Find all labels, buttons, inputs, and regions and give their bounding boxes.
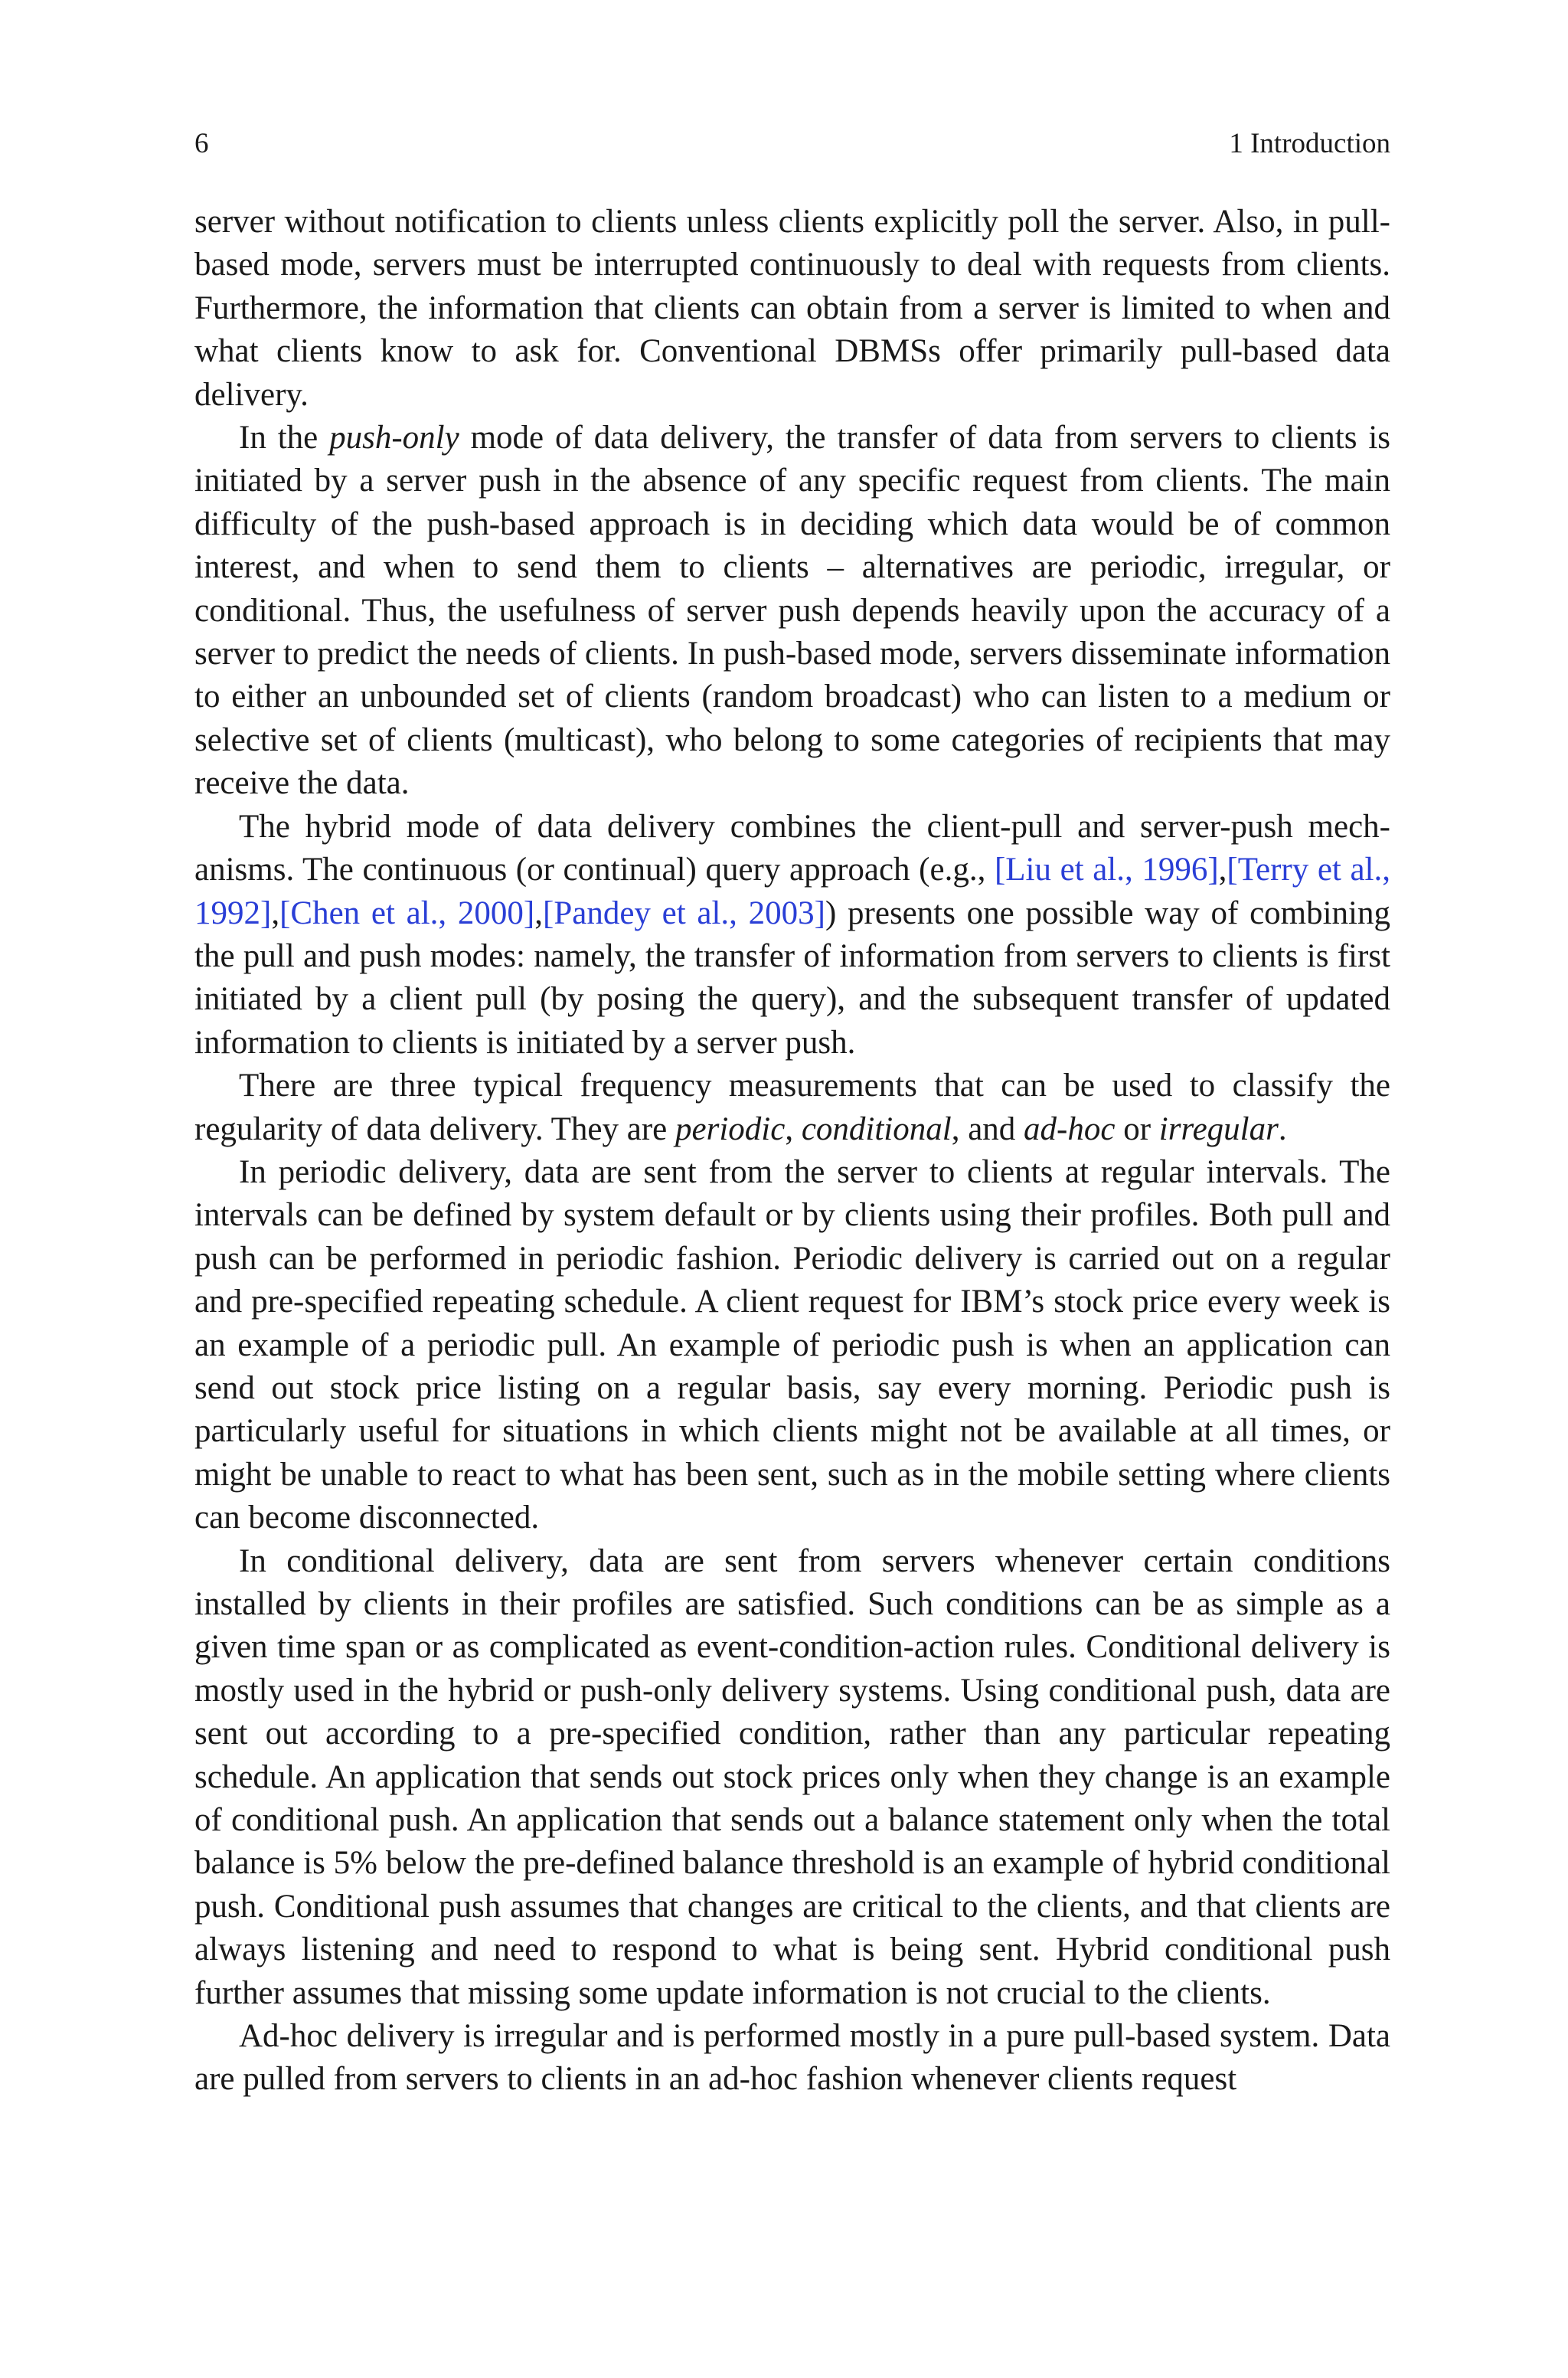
paragraph-hybrid-mode bbox=[194, 806, 1390, 1065]
paragraph-text: In conditional delivery, data are sent from servers whenever certain conditions installed by clients in their profiles are satisfied. Such conditions can be as simple as a given time span or as complicated as event-condition-action rules. Conditional delivery is mostly used in the hybrid or push-only delivery systems. Using conditional push, data are sent out according to a pre-specified condition, rather than any particular repeating schedule. An application that sends out stock prices only when they change is an example of conditional push. An application that sends out a balance statement only when the total balance is 5% below the pre-defined balance threshold is an example of hybrid conditional push. Conditional push assumes that changes are critical to the clients, and that clients are always listening and need to respond to what is being sent. Hybrid conditional push further assumes that missing some update information is not crucial to the clients. bbox=[194, 1542, 1390, 2011]
emphasis-ad-hoc: ad-hoc bbox=[1024, 1110, 1116, 1147]
paragraph-text: mode of data delivery, the transfer of data from servers to clients is initiated by a server push in the absence of any specific request from clients. The main difficulty of the push-based approach is in deciding which data would be of common interest, and when to send them to clients – alternatives are periodic, irregular, or conditional. Thus, the usefulness of server push depends heavily upon the accuracy of a server to predict the needs of clients. In push-based mode, servers disseminate information to either an unbounded set of clients (random broadcast) who can listen to a medium or selective set of clients (multicast), who belong to some categories of recipients that may receive the data. bbox=[194, 420, 1390, 802]
paragraph-text: ) presents one possible way of combining the pull and push modes: namely, the transfer of information from servers to clients is first initiated by a client pull (by posing the query), and the subsequent transfer of updated information to clients is initiated by a server push. bbox=[194, 895, 1390, 1061]
paragraph-text: In periodic delivery, data are sent from the server to clients at regular intervals. The intervals can be defined by system default or by clients using their profiles. Both pull and push can be performed in periodic fashion. Periodic delivery is carried out on a regular and pre-specified repeating schedule. A client request for IBM’s stock price every week is an example of a periodic pull. An example of periodic push is when an application can send out stock price listing on a regular basis, say every morning. Periodic push is particularly useful for situations in which clients might not be available at all times, or might be unable to react to what has been sent, such as in the mobile setting where clients can become disconnected. bbox=[194, 1153, 1390, 1536]
citation-separator: , bbox=[534, 895, 543, 931]
paragraph-text: server without notification to clients unless clients explicitly poll the server. Also, in pull-based mode, servers must be interrupted continuously to deal with requests from clients. Furthermore, the information that clients can obtain from a server is limited to when and what clients know to ask for. Conventional DBMSs offer primarily pull-based data delivery. bbox=[194, 204, 1390, 413]
paragraph-periodic-delivery bbox=[194, 1151, 1390, 1540]
citation-link-chen-2000[interactable]: [Chen et al., 2000] bbox=[279, 895, 535, 931]
paragraph-push-only bbox=[194, 417, 1390, 806]
emphasis-push-only: push-only bbox=[329, 420, 459, 456]
paragraph-text: or bbox=[1115, 1110, 1159, 1147]
emphasis-irregular: irregular bbox=[1158, 1110, 1279, 1147]
citation-link-pandey-2003[interactable]: [Pandey et al., 2003] bbox=[543, 895, 825, 931]
page-number: 6 bbox=[194, 128, 209, 159]
paragraph-pull-based-continued bbox=[194, 201, 1390, 417]
paragraph-text: In the bbox=[239, 420, 330, 456]
running-head bbox=[194, 123, 1390, 165]
citation-separator: , bbox=[1218, 852, 1227, 888]
citation-link-liu-1996[interactable]: [Liu et al., 1996] bbox=[994, 852, 1219, 888]
body-text bbox=[194, 201, 1390, 2102]
chapter-title: 1 Introduction bbox=[1229, 128, 1390, 159]
paragraph-text: The hybrid mode of data delivery combines the client-pull and server-push mechanisms. The continuous (or continual) query approach (e.g., bbox=[194, 808, 1390, 888]
paragraph-text: There are three typical frequency measurements that can be used to classify the regularity of data delivery. They are bbox=[194, 1068, 1390, 1147]
paragraph-frequency-measurements bbox=[194, 1065, 1390, 1151]
citation-separator: , bbox=[271, 895, 280, 931]
paragraph-text: Ad-hoc delivery is irregular and is performed mostly in a pure pull-based system. Data are pulled from servers to clients in an ad-hoc fashion whenever clients request bbox=[194, 2018, 1390, 2098]
paragraph-ad-hoc-delivery bbox=[194, 2015, 1390, 2102]
paragraph-text: , bbox=[785, 1110, 802, 1147]
paragraph-text: . bbox=[1278, 1110, 1287, 1147]
paragraph-conditional-delivery bbox=[194, 1540, 1390, 2015]
emphasis-periodic: periodic bbox=[675, 1110, 786, 1147]
citation-link-terry-1992[interactable]: [Terry et al., 1992] bbox=[194, 852, 1391, 931]
paragraph-text: , and bbox=[951, 1110, 1024, 1147]
emphasis-conditional: conditional bbox=[801, 1110, 952, 1147]
